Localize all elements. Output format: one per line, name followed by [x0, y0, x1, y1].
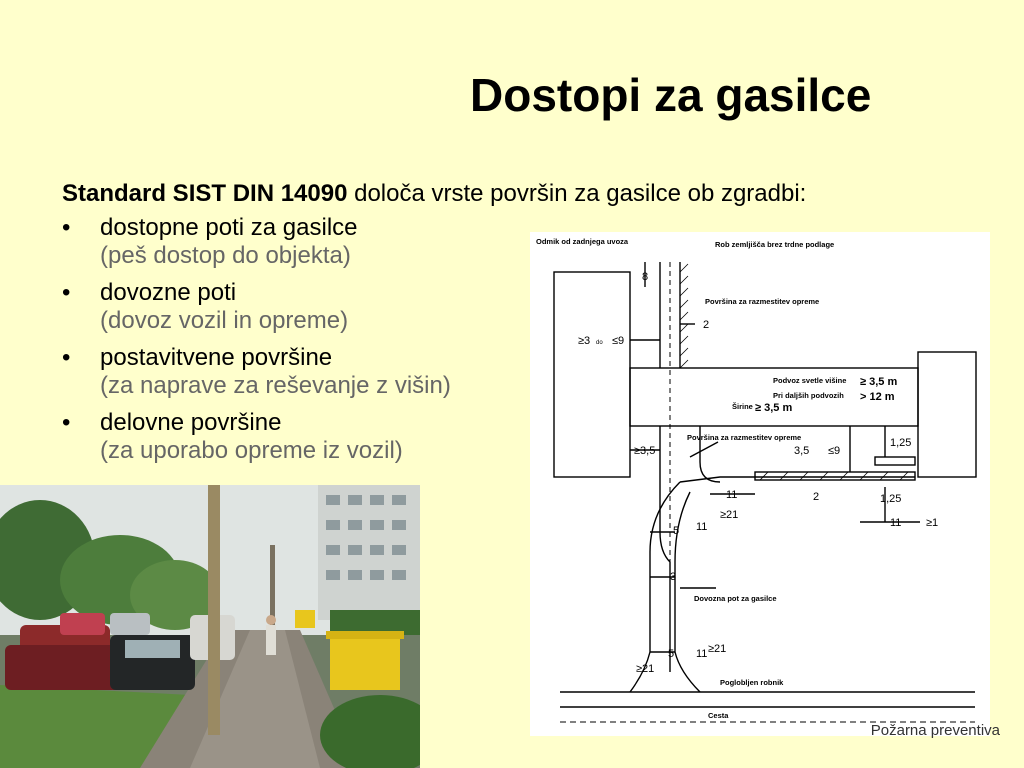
- dim-125b: 1,25: [880, 493, 902, 505]
- standard-name: Standard SIST DIN 14090: [62, 180, 348, 207]
- label-podvoz: Podvoz svetle višine: [773, 376, 847, 385]
- value-sirine: ≥ 3,5 m: [755, 402, 793, 414]
- list-item-sub: (peš dostop do objekta): [100, 242, 351, 269]
- label-daljsi: Pri daljših podvozih: [773, 391, 844, 400]
- dim-1: ≥1: [926, 517, 939, 529]
- bullet-marker: •: [62, 409, 71, 436]
- dim-3b: 3: [670, 571, 677, 583]
- street-photo: [0, 485, 420, 768]
- dim-do: do: [596, 340, 603, 346]
- list-item-sub: (dovoz vozil in opreme): [100, 307, 349, 334]
- label-cesta: Cesta: [708, 711, 729, 720]
- dim-9a: ≤9: [612, 335, 625, 347]
- label-odmik: Odmik od zadnjega uvoza: [536, 237, 629, 246]
- bullet-marker: •: [62, 279, 71, 306]
- label-poglobljen: Poglobljen robnik: [720, 678, 784, 687]
- dim-21a: ≥21: [720, 509, 739, 521]
- dim-2a: 2: [703, 319, 710, 331]
- bullet-marker: •: [62, 344, 71, 371]
- access-diagram: [530, 232, 990, 736]
- label-povrsina-top: Površina za razmestitev opreme: [705, 297, 820, 306]
- dim-9b: ≤9: [828, 445, 841, 457]
- dim-5b: 5: [668, 648, 675, 660]
- footer-text: Požarna preventiva: [870, 722, 1000, 739]
- label-dovozna: Dovozna pot za gasilce: [694, 594, 777, 603]
- dim-125a: 1,25: [890, 437, 912, 449]
- list-item-sub: (za uporabo opreme iz vozil): [100, 437, 403, 464]
- bullet-marker: •: [62, 214, 71, 241]
- dim-11a: 11: [726, 489, 738, 501]
- intro-line: [62, 180, 806, 208]
- dim-11c: 11: [696, 521, 708, 533]
- dim-5a: 5: [673, 525, 680, 537]
- slide-title: Dostopi za gasilce: [470, 69, 872, 121]
- list-item-main: delovne površine: [100, 409, 282, 436]
- list-item: [62, 214, 532, 270]
- surface-types-list: [62, 214, 532, 474]
- list-item-main: dostopne poti za gasilce: [100, 214, 358, 241]
- label-sirine: Širine: [732, 402, 753, 411]
- label-povrsina-mid: Površina za razmestitev opreme: [687, 433, 802, 442]
- dim-21b: ≥21: [636, 663, 655, 675]
- list-item: [62, 409, 532, 465]
- dim-8: 8: [642, 271, 649, 283]
- intro-text: določa vrste površin za gasilce ob zgradbi:: [347, 180, 807, 207]
- list-item-sub: (za naprave za reševanje z višin): [100, 372, 451, 399]
- dim-2b: 2: [813, 491, 820, 503]
- dim-21c: ≥21: [708, 643, 727, 655]
- dim-35b: 3,5: [794, 445, 810, 457]
- dim-11b: 11: [890, 517, 902, 529]
- label-rob: Rob zemljišča brez trdne podlage: [715, 240, 835, 249]
- list-item-main: postavitvene površine: [100, 344, 333, 371]
- dim-35a: ≥3,5: [634, 445, 656, 457]
- value-daljsi: > 12 m: [860, 391, 895, 403]
- dim-3: ≥3: [578, 335, 591, 347]
- dim-11d: 11: [696, 648, 708, 660]
- list-item: [62, 279, 532, 335]
- list-item-main: dovozne poti: [100, 279, 237, 306]
- value-podvoz: ≥ 3,5 m: [860, 376, 898, 388]
- list-item: [62, 344, 532, 400]
